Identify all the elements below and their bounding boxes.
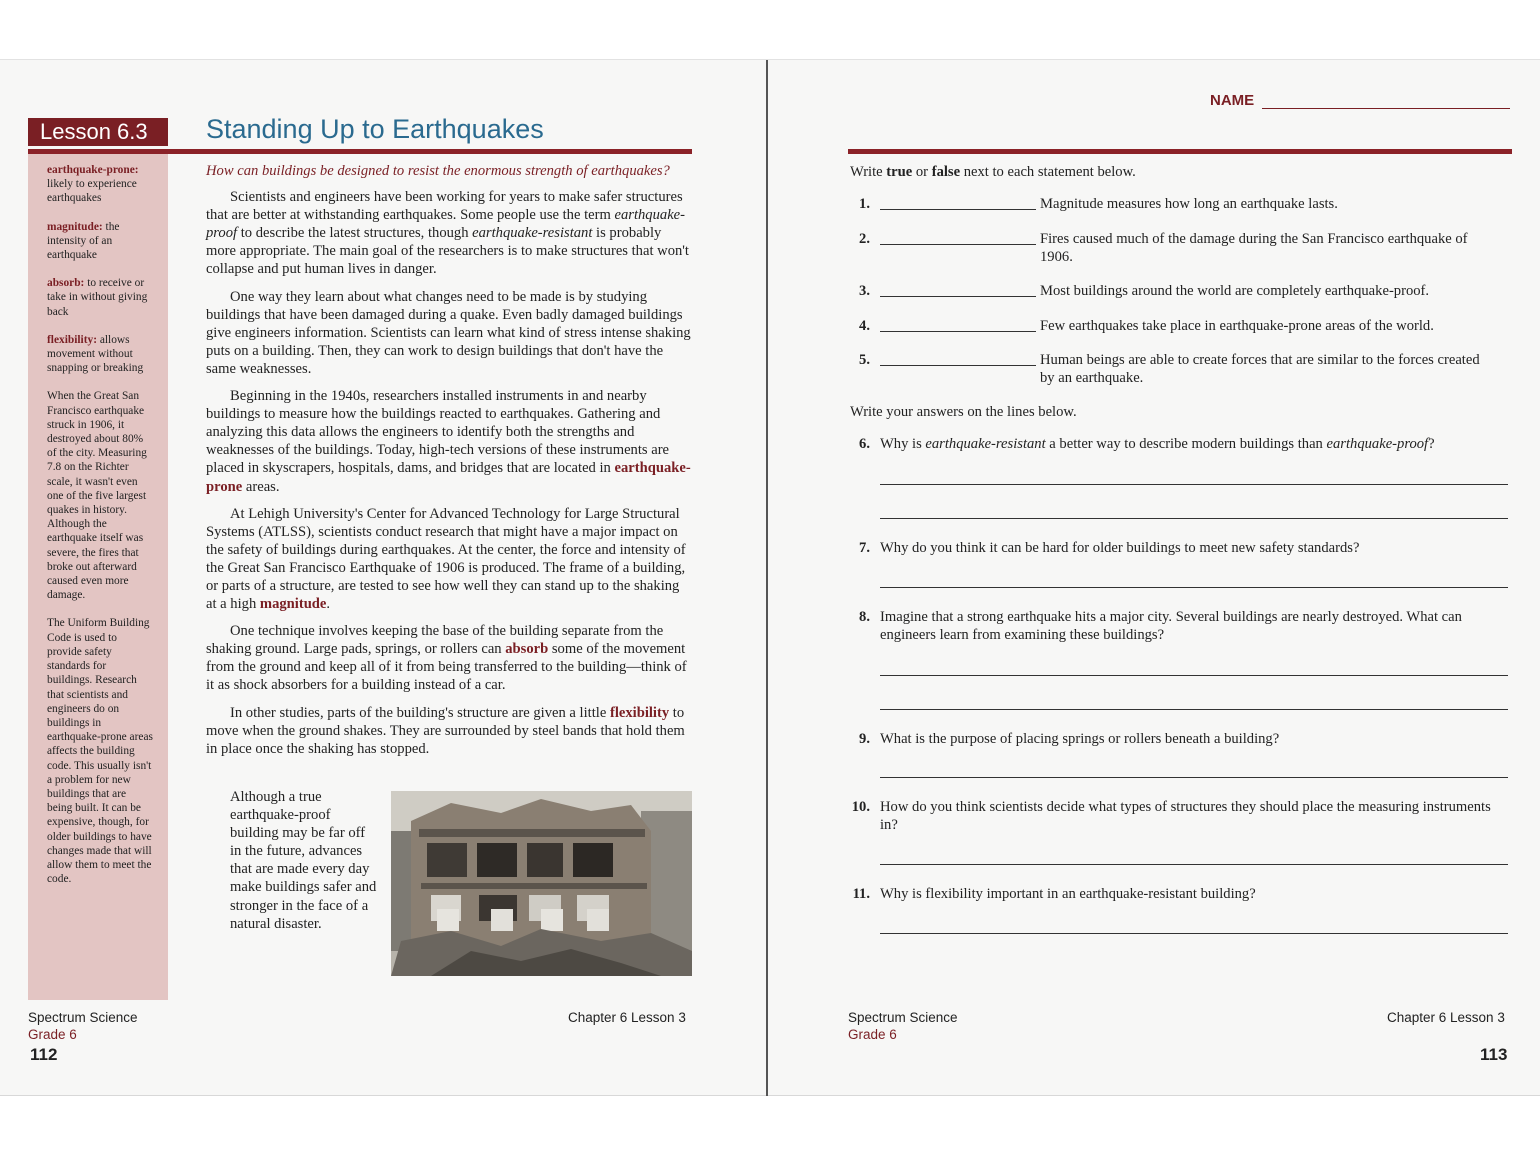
sidebar-note-building-code: The Uniform Building Code is used to provide safety standards for buildings. Research that scientists and engineers do on buildings in earthquake-prone areas affects the building code. This usually isn't a problem for new buildings that are being built. It can be expensive, though, for older buildings to have changes made that will allow them to meet the code. bbox=[47, 617, 153, 886]
tf-answer-line[interactable] bbox=[880, 244, 1036, 245]
footer-series-right: Spectrum Science bbox=[848, 1010, 958, 1025]
tf-answer-line[interactable] bbox=[880, 365, 1036, 366]
intro-question: How can buildings be designed to resist the enormous strength of earthquakes? bbox=[206, 163, 670, 179]
footer-grade-right: Grade 6 bbox=[848, 1027, 897, 1042]
footer-series-left: Spectrum Science bbox=[28, 1010, 138, 1025]
answer-line-6a[interactable] bbox=[880, 484, 1508, 485]
page-title: Standing Up to Earthquakes bbox=[206, 114, 544, 144]
tf-answer-line[interactable] bbox=[880, 331, 1036, 332]
definition-magnitude: magnitude: the intensity of an earthquake bbox=[47, 220, 120, 262]
main-article bbox=[206, 162, 692, 767]
footer-grade-left: Grade 6 bbox=[28, 1027, 77, 1042]
keyword-flexibility: flexibility bbox=[609, 704, 670, 721]
answer-line-7[interactable] bbox=[880, 587, 1508, 588]
answer-line-9[interactable] bbox=[880, 777, 1508, 778]
lesson-label: Lesson 6.3 bbox=[28, 118, 168, 146]
tf-answer-line[interactable] bbox=[880, 209, 1036, 210]
page-gutter bbox=[766, 60, 768, 1096]
answer-line-8a[interactable] bbox=[880, 675, 1508, 676]
name-field-line[interactable] bbox=[1262, 108, 1510, 109]
name-label: NAME bbox=[1210, 92, 1255, 109]
answer-instructions: Write your answers on the lines below. bbox=[850, 404, 1077, 420]
sidebar-note-1906: When the Great San Francisco earthquake struck in 1906, it destroyed about 80% of the city. Measuring 7.8 on the Richter scale, it wasn't even one of the five largest quakes in history. Although the earthquake itself was severe, the fires that broke out afterward caused even more damage. bbox=[47, 390, 147, 602]
paragraph-3: Beginning in the 1940s, researchers installed instruments in and nearby buildings to measure how the buildings reacted to earthquakes. Gathering and analyzing this data allows the engineers to identify both the strengths and weaknesses of the buildings. Today, high-tech versions of these instruments are placed in skyscrapers, hospitals, dams, and bridges that are located in earthquake-prone areas. bbox=[206, 388, 691, 495]
answer-line-8b[interactable] bbox=[880, 709, 1508, 710]
answer-line-6b[interactable] bbox=[880, 518, 1508, 519]
footer-chapter-left: Chapter 6 Lesson 3 bbox=[568, 1010, 686, 1025]
paragraph-2: One way they learn about what changes need to be made is by studying buildings that have been damaged during a quake. Even badly damaged buildings give engineers information. Scientists can learn what kind of stress intense shaking puts on a building. Then, they can work to design buildings that don't have the same weaknesses. bbox=[206, 288, 691, 377]
keyword-earthquake-prone: earthquake-prone bbox=[206, 460, 691, 495]
tf-answer-line[interactable] bbox=[880, 296, 1036, 297]
page-number-right: 113 bbox=[1480, 1045, 1508, 1064]
damaged-building-photo bbox=[391, 791, 692, 976]
definition-flexibility: flexibility: allows movement without snapping or breaking bbox=[47, 333, 144, 375]
paragraph-7: Although a true earthquake-proof building may be far off in the future, advances that are made every day make buildings safer and stronger in the face of a natural disaster. bbox=[230, 789, 377, 932]
answer-line-10[interactable] bbox=[880, 864, 1508, 865]
paragraph-4: At Lehigh University's Center for Advanced Technology for Large Structural Systems (ATLSS), scientists conduct research that might have a major impact on the safety of buildings during earthquakes. At the center, the force and intensity of the Great San Francisco Earthquake of 1906 is produced. The frame of a building, or parts of a structure, are tested to see how well they can stand up to the shaking at a high magnitude. bbox=[206, 505, 686, 613]
page-number-left: 112 bbox=[30, 1045, 58, 1064]
paragraph-1: Scientists and engineers have been working for years to make safer structures that are better at withstanding earthquakes. Some people use the term earthquake-proof to describe the latest structures, though earthquake-resistant is probably more appropriate. The main goal of the researchers is to make structures that won't collapse and put human lives in danger. bbox=[206, 189, 689, 278]
tf-instructions: Write true or false next to each statement below. bbox=[850, 164, 1136, 180]
answer-line-11[interactable] bbox=[880, 933, 1508, 934]
definition-absorb: absorb: to receive or take in without giving back bbox=[47, 277, 148, 318]
footer-chapter-right: Chapter 6 Lesson 3 bbox=[1387, 1010, 1505, 1025]
vocabulary-sidebar bbox=[28, 154, 168, 1000]
keyword-magnitude: magnitude bbox=[259, 596, 327, 613]
paragraph-5: One technique involves keeping the base of the building separate from the shaking ground. Large pads, springs, or rollers can absorb some of the movement from the ground and keep all of it from being transferred to the building—think of it as shock absorbers for a building instead of a car. bbox=[206, 623, 687, 694]
header-rule bbox=[848, 149, 1512, 154]
paragraph-6: In other studies, parts of the building's structure are given a little flexibility to move when the ground shakes. They are surrounded by steel bands that hold them in place once the shaking has stopped. bbox=[206, 704, 685, 757]
keyword-absorb: absorb bbox=[505, 641, 549, 658]
definition-earthquake-prone: earthquake-prone: likely to experience earthquakes bbox=[47, 164, 139, 205]
